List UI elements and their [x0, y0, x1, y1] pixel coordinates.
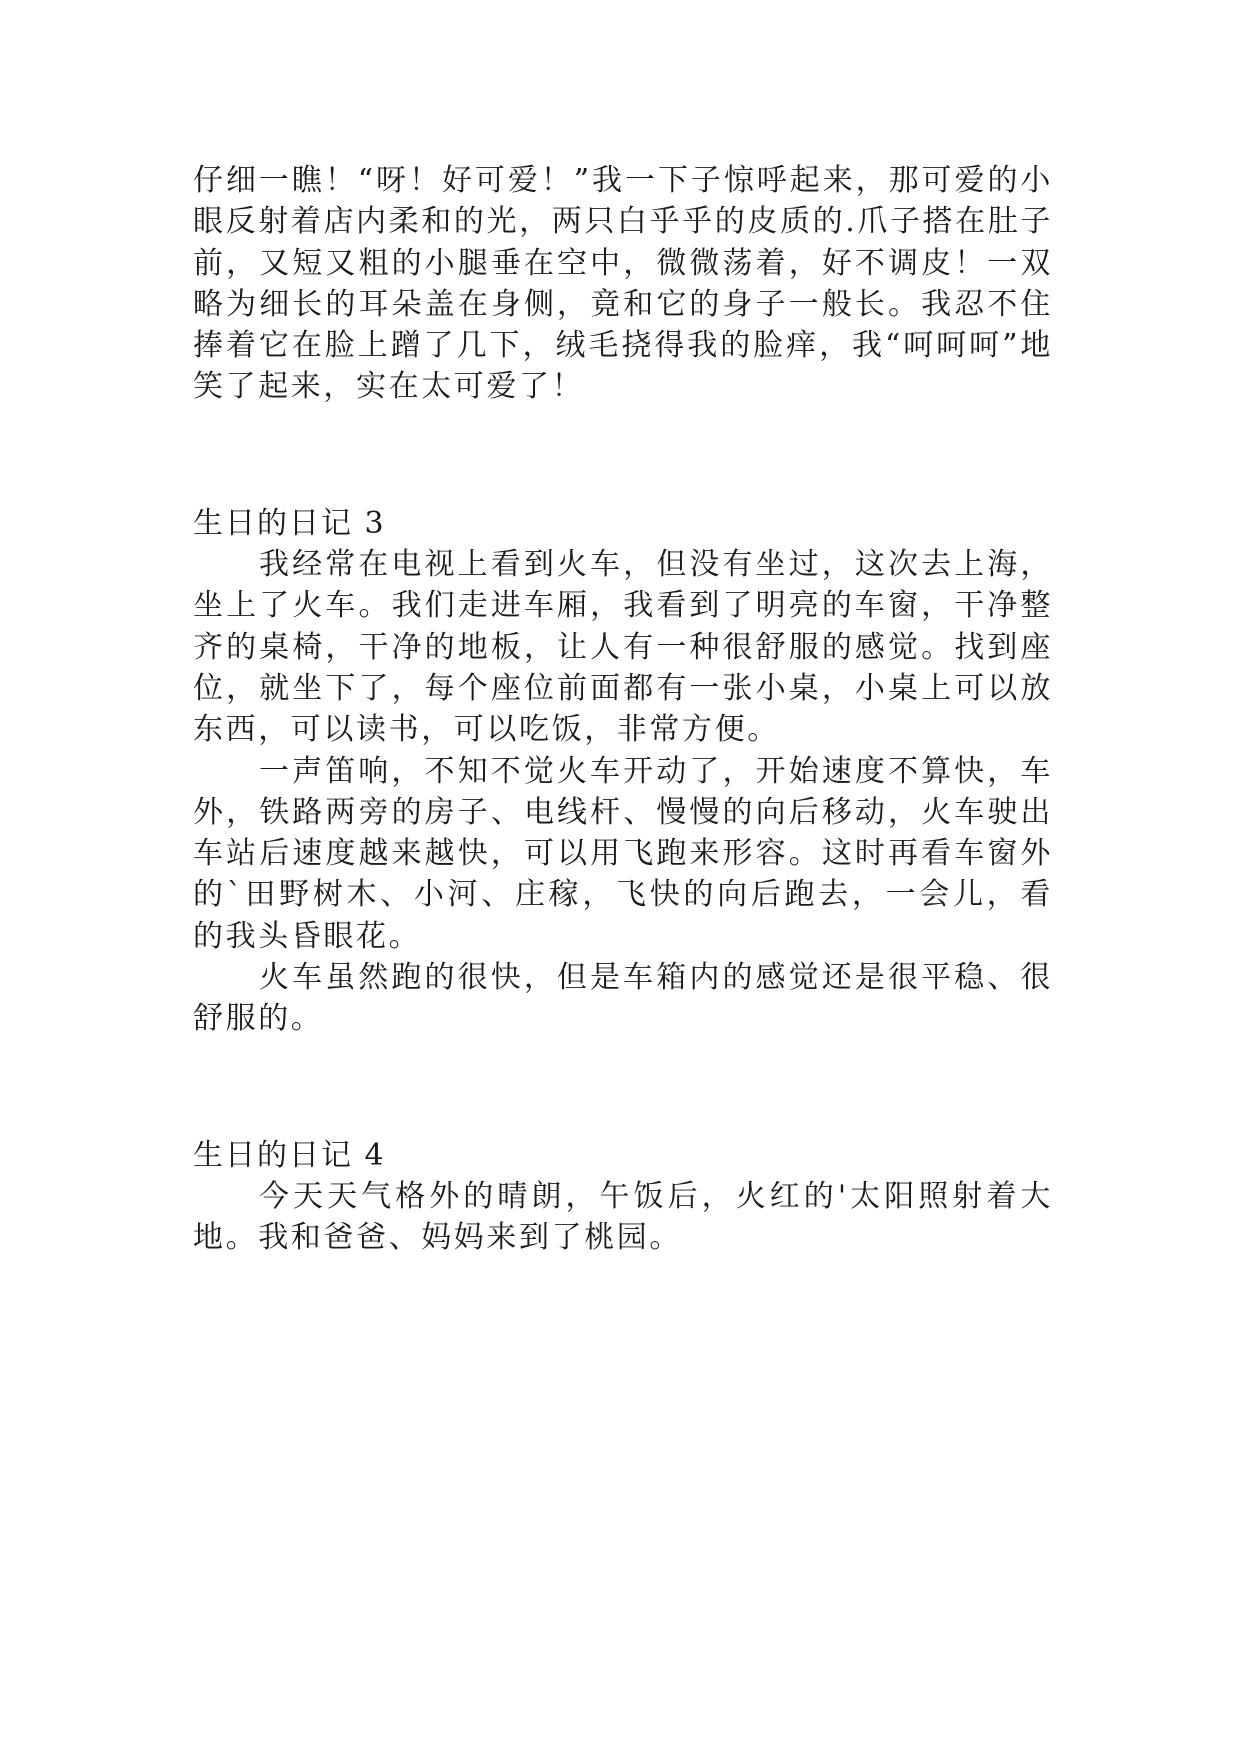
section-3-paragraph-2: 一声笛响，不知不觉火车开动了，开始速度不算快，车外，铁路两旁的房子、电线杆、慢慢的向后移动，火车驶出车站后速度越来越快，可以用飞跑来形容。这时再看车窗外的`田野树木、小河、庄稼，飞快的向后跑去，一会儿，看的我头昏眼花。 [193, 753, 1053, 954]
section-4-paragraph-1: 今天天气格外的晴朗，午饭后，火红的'太阳照射着大地。我和爸爸、妈妈来到了桃园。 [193, 1178, 1053, 1256]
section-3-paragraph-3: 火车虽然跑的很快，但是车箱内的感觉还是很平稳、很舒服的。 [193, 960, 1053, 1037]
section-3-paragraph-1: 我经常在电视上看到火车，但没有坐过，这次去上海，坐上了火车。我们走进车厢，我看到了明亮的车窗，干净整齐的桌椅，干净的地板，让人有一种很舒服的感觉。找到座位，就坐下了，每个座位前面都有一张小桌，小桌上可以放东西，可以读书，可以吃饭，非常方便。 [193, 547, 1053, 748]
section-3-title: 生日的日记 3 [193, 505, 386, 541]
section-spacer [193, 408, 1053, 503]
section-4-title: 生日的日记 4 [193, 1137, 386, 1173]
section-spacer [193, 1040, 1053, 1135]
opening-paragraph: 仔细一瞧！“呀！好可爱！”我一下子惊呼起来，那可爱的小眼反射着店内柔和的光，两只白乎乎的皮质的.爪子搭在肚子前，又短又粗的小腿垂在空中，微微荡着，好不调皮！一双略为细长的耳朵盖在身侧，竟和它的身子一般长。我忍不住捧着它在脸上蹭了几下，绒毛挠得我的脸痒，我“呵呵呵”地笑了起来，实在太可爱了！ [193, 163, 1053, 405]
document-body [193, 160, 1053, 1259]
